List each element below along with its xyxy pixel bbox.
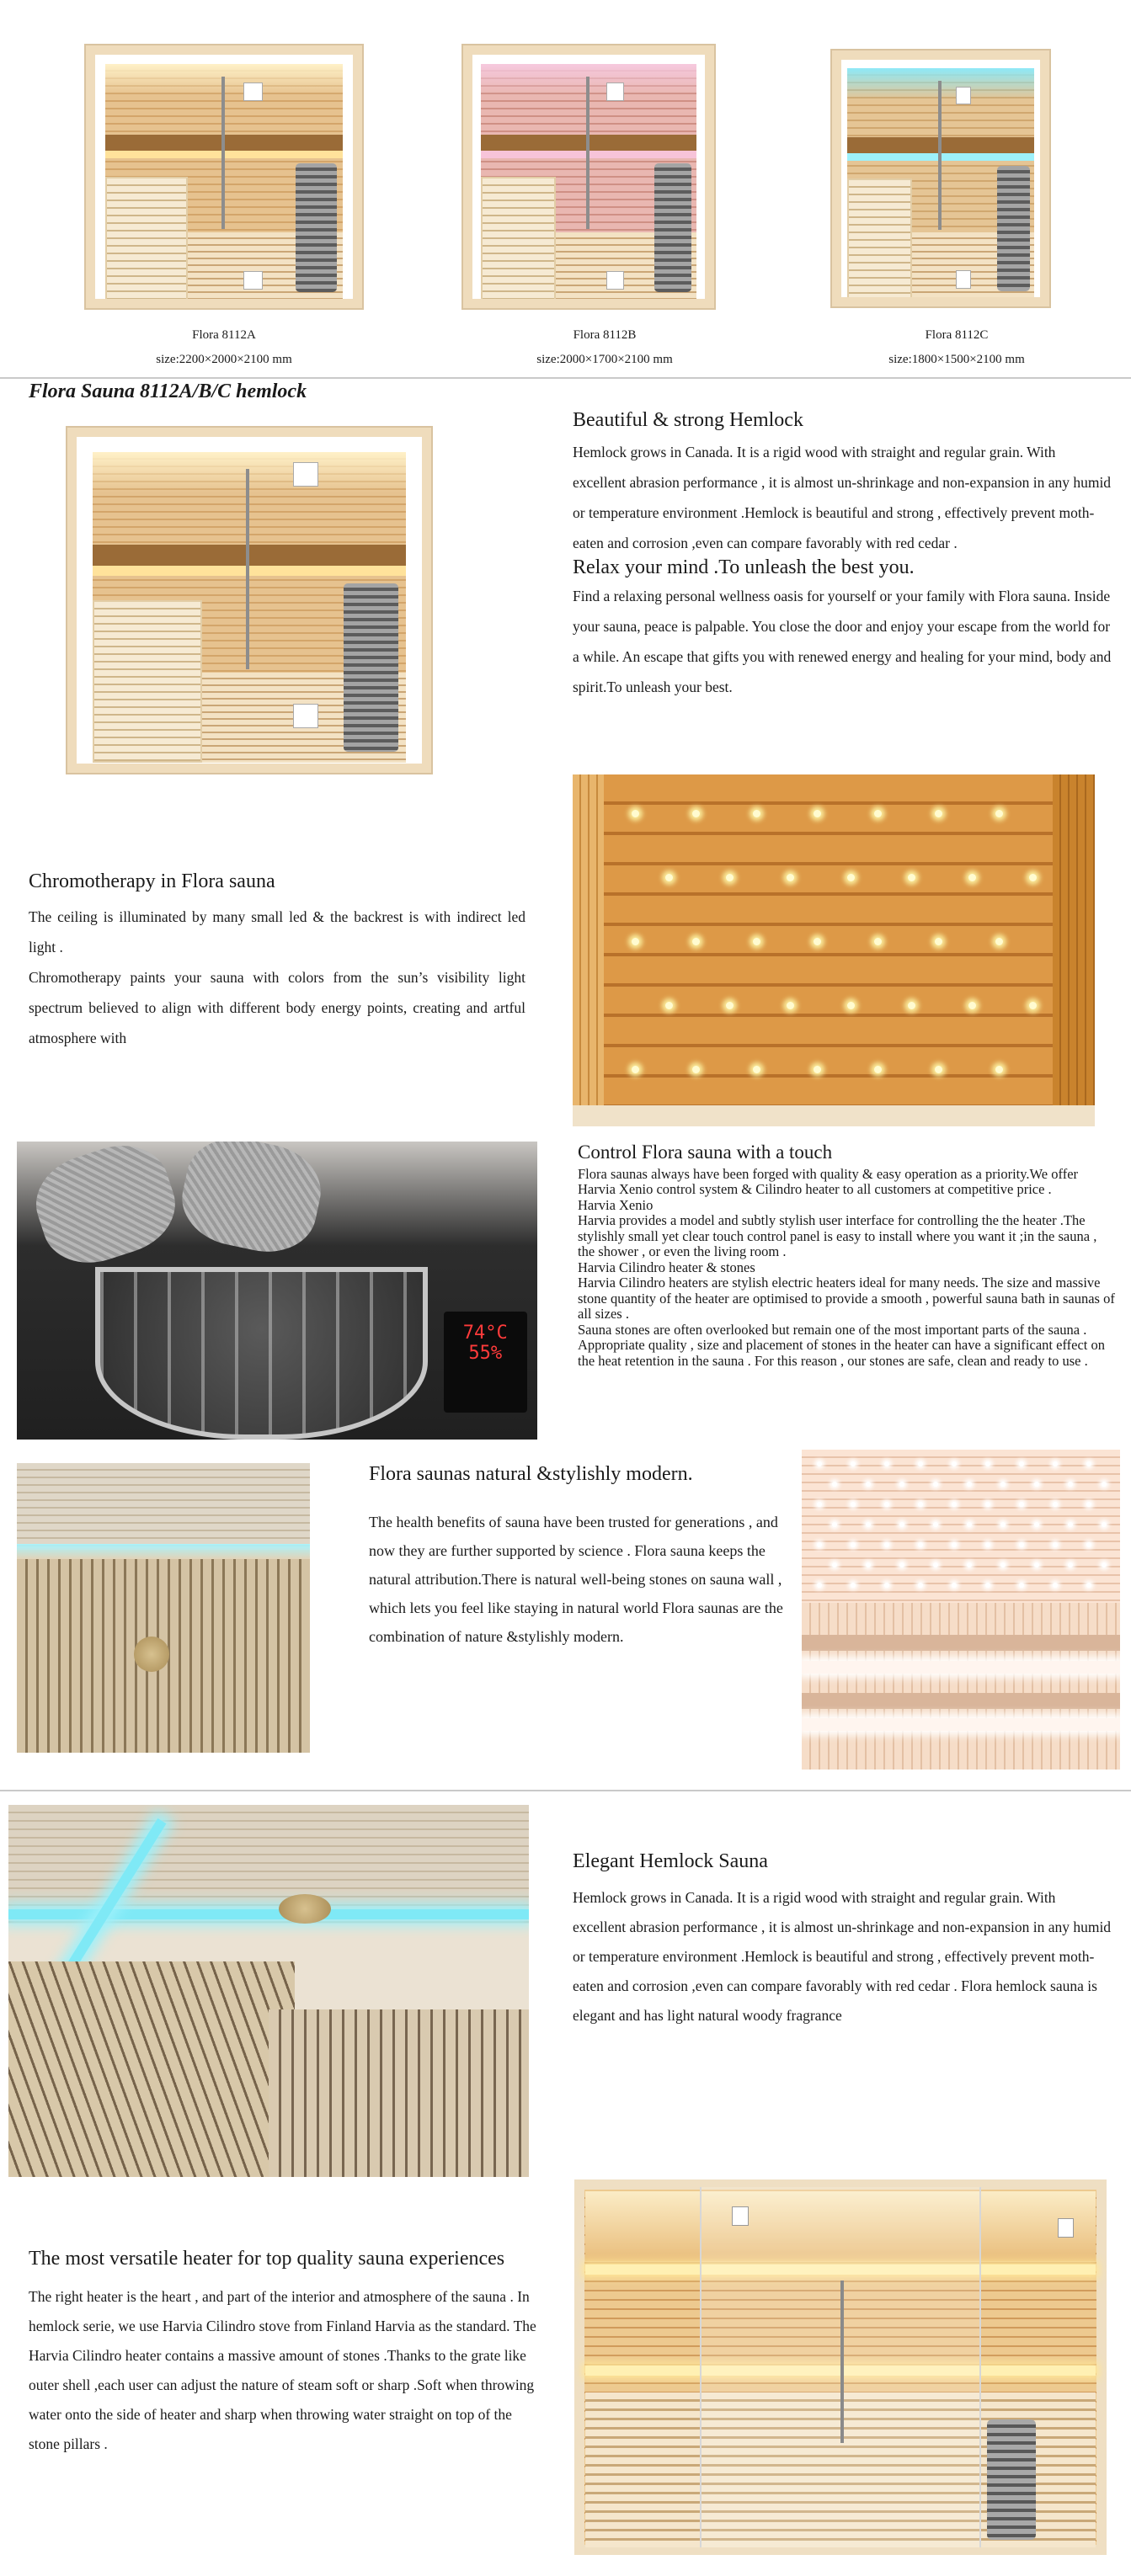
chromo-block <box>29 869 525 1053</box>
led-light-icon <box>874 938 882 945</box>
led-starry-ceiling-photo <box>802 1450 1120 1770</box>
led-light-icon <box>851 1542 856 1547</box>
led-light-icon <box>884 1542 889 1547</box>
natural-heading: Flora saunas natural &stylishly modern. <box>369 1463 693 1485</box>
led-light-icon <box>918 1461 923 1466</box>
elegant-heading: Elegant Hemlock Sauna <box>573 1850 768 1872</box>
led-light-icon <box>832 1562 837 1567</box>
product-size: size:1800×1500×2100 mm <box>888 352 1025 366</box>
led-light-icon <box>1019 1542 1024 1547</box>
led-light-icon <box>968 874 976 881</box>
led-light-icon <box>918 1502 923 1507</box>
led-light-icon <box>933 1482 938 1487</box>
led-light-icon <box>726 1002 734 1009</box>
led-light-icon <box>851 1502 856 1507</box>
led-light-icon <box>908 1002 915 1009</box>
led-light-icon <box>814 1066 821 1073</box>
led-light-icon <box>874 810 882 817</box>
led-light-icon <box>1034 1482 1039 1487</box>
led-light-icon <box>851 1583 856 1588</box>
product-caption <box>461 323 748 371</box>
led-light-icon <box>632 810 639 817</box>
led-light-icon <box>1019 1583 1024 1588</box>
panel-temperature: 74°C <box>462 1322 508 1344</box>
led-light-icon <box>968 1002 976 1009</box>
led-light-icon <box>1086 1502 1091 1507</box>
natural-block <box>369 1461 790 1651</box>
led-light-icon <box>1029 1002 1037 1009</box>
led-light-icon <box>952 1502 957 1507</box>
led-light-icon <box>753 938 760 945</box>
corner-sauna-image <box>569 2172 1112 2559</box>
sauna-main-image <box>66 426 433 774</box>
led-light-icon <box>1053 1502 1058 1507</box>
led-light-icon <box>952 1542 957 1547</box>
page-title: Flora Sauna 8112A/B/C hemlock <box>29 381 307 402</box>
control-text-5: Appropriate quality , size and placement of stones in the heater can have a significant effect on the heat retention in the sauna . For this reason , our stones are safe, clean and ready to use . <box>578 1337 1105 1369</box>
heater-heading: The most versatile heater for top quality sauna experiences <box>29 2248 505 2270</box>
led-light-icon <box>851 1461 856 1466</box>
led-light-icon <box>1086 1583 1091 1588</box>
led-light-icon <box>1000 1522 1006 1527</box>
chromo-heading: Chromotherapy in Flora sauna <box>29 870 275 892</box>
control-block <box>578 1140 1117 1369</box>
elegant-block <box>573 1849 1112 2030</box>
led-light-icon <box>1053 1542 1058 1547</box>
led-light-icon <box>1086 1542 1091 1547</box>
led-light-icon <box>899 1522 904 1527</box>
product-name: Flora 8112C <box>925 328 989 342</box>
led-ceiling-photo <box>573 774 1095 1126</box>
led-light-icon <box>866 1522 871 1527</box>
panel-value: 55% <box>468 1342 503 1364</box>
natural-text: The health benefits of sauna have been trusted for generations , and now they are further supported by science . Flora sauna keeps the natural attribution.There is natural well-being stones on sauna wall , which lets you feel like staying in natural world Flora saunas are the combination of nature &stylishly modern. <box>369 1514 783 1646</box>
led-light-icon <box>665 874 673 881</box>
product-name: Flora 8112A <box>192 328 256 342</box>
led-light-icon <box>933 1522 938 1527</box>
led-light-icon <box>967 1522 972 1527</box>
chromo-text-2: Chromotherapy paints your sauna with colors from the sun’s visibility light spectrum believed to align with different body energy points, creating and artful atmosphere with <box>29 969 525 1047</box>
led-light-icon <box>935 1066 942 1073</box>
led-light-icon <box>692 810 700 817</box>
led-light-icon <box>952 1461 957 1466</box>
cilindro-subheading: Harvia Cilindro heater & stones <box>578 1259 755 1275</box>
control-text-4: Sauna stones are often overlooked but remain one of the most important parts of the sauna . <box>578 1321 1087 1338</box>
led-light-icon <box>995 938 1003 945</box>
product-image-8112b <box>461 44 716 310</box>
led-light-icon <box>918 1583 923 1588</box>
led-light-icon <box>995 1066 1003 1073</box>
led-light-icon <box>753 1066 760 1073</box>
led-light-icon <box>1102 1562 1107 1567</box>
led-light-icon <box>847 874 855 881</box>
led-light-icon <box>884 1502 889 1507</box>
led-light-icon <box>1029 874 1037 881</box>
led-light-icon <box>908 874 915 881</box>
led-light-icon <box>1102 1522 1107 1527</box>
chromo-text-1: The ceiling is illuminated by many small led & the backrest is with indirect led light . <box>29 908 525 956</box>
led-light-icon <box>952 1583 957 1588</box>
corner-bench-photo <box>8 1805 529 2177</box>
product-name: Flora 8112B <box>573 328 637 342</box>
led-light-icon <box>933 1562 938 1567</box>
led-light-icon <box>1053 1461 1058 1466</box>
hemlock-heading: Beautiful & strong Hemlock <box>573 409 803 431</box>
relax-heading: Relax your mind .To unleash the best you. <box>573 556 915 579</box>
led-light-icon <box>1034 1522 1039 1527</box>
product-size: size:2000×1700×2100 mm <box>536 352 673 366</box>
led-light-icon <box>1068 1522 1073 1527</box>
led-light-icon <box>935 938 942 945</box>
led-light-icon <box>832 1482 837 1487</box>
heater-stones-photo <box>17 1142 537 1440</box>
led-light-icon <box>832 1522 837 1527</box>
led-light-icon <box>1068 1482 1073 1487</box>
control-text-2: Harvia provides a model and subtly stylish user interface for controlling the the heater .The stylishly small yet clear touch control panel is easy to install where you want it ;in the sauna , the shower , or even the living room . <box>578 1212 1097 1260</box>
led-light-icon <box>632 1066 639 1073</box>
led-light-icon <box>1019 1502 1024 1507</box>
led-light-icon <box>787 1002 794 1009</box>
led-light-icon <box>985 1502 990 1507</box>
led-light-icon <box>692 938 700 945</box>
led-light-icon <box>967 1482 972 1487</box>
led-light-icon <box>985 1583 990 1588</box>
control-heading: Control Flora sauna with a touch <box>578 1142 833 1163</box>
control-text-1: Flora saunas always have been forged with quality & easy operation as a priority.We offer Harvia Xenio control system & Cilindro heater to all customers at competitive price . <box>578 1165 1079 1198</box>
elegant-text: Hemlock grows in Canada. It is a rigid wood with straight and regular grain. With excellent abrasion performance , it is almost un-shrinkage and non-expansion in any humid or temperature environment .Hemlock is beautiful and strong , effectively prevent moth-eaten and corrosion ,even can compare favorably with red cedar . Flora hemlock sauna is elegant and has light natural woody fragrance <box>573 1889 1112 2025</box>
led-light-icon <box>866 1562 871 1567</box>
led-light-icon <box>1068 1562 1073 1567</box>
led-light-icon <box>1019 1461 1024 1466</box>
relax-text: Find a relaxing personal wellness oasis for yourself or your family with Flora sauna. Inside your sauna, peace is palpable. You close the door and enjoy your escape from the world for a while. An escape that gifts you with renewed energy and healing for your mind, body and spirit.To unleash your best. <box>573 588 1112 696</box>
led-light-icon <box>692 1066 700 1073</box>
product-image-8112a <box>84 44 364 310</box>
led-light-icon <box>1000 1482 1006 1487</box>
led-light-icon <box>814 938 821 945</box>
led-light-icon <box>985 1461 990 1466</box>
product-image-8112c <box>830 49 1051 308</box>
led-light-icon <box>884 1461 889 1466</box>
led-light-icon <box>1053 1583 1058 1588</box>
led-light-icon <box>1086 1461 1091 1466</box>
product-caption <box>814 323 1100 371</box>
product-caption <box>84 323 364 371</box>
led-light-icon <box>995 810 1003 817</box>
hemlock-text: Hemlock grows in Canada. It is a rigid wood with straight and regular grain. With excellent abrasion performance , it is almost un-shrinkage and non-expansion in any humid or temperature environment .Hemlock is beautiful and strong , effectively prevent moth-eaten and corrosion ,even can compare favorably with red cedar . <box>573 444 1112 552</box>
led-light-icon <box>817 1542 822 1547</box>
led-light-icon <box>753 810 760 817</box>
led-light-icon <box>847 1002 855 1009</box>
heater-block <box>29 2246 539 2459</box>
led-light-icon <box>866 1482 871 1487</box>
hemlock-block <box>573 407 1112 702</box>
led-light-icon <box>935 810 942 817</box>
led-light-icon <box>817 1502 822 1507</box>
xenio-subheading: Harvia Xenio <box>578 1196 654 1213</box>
led-light-icon <box>817 1461 822 1466</box>
divider <box>0 377 1131 379</box>
divider <box>0 1790 1131 1791</box>
led-light-icon <box>1102 1482 1107 1487</box>
led-light-icon <box>899 1482 904 1487</box>
blue-bench-photo <box>17 1463 310 1753</box>
product-size: size:2200×2000×2100 mm <box>156 352 292 366</box>
led-light-icon <box>665 1002 673 1009</box>
led-light-icon <box>1000 1562 1006 1567</box>
touch-control-panel <box>444 1312 527 1413</box>
led-light-icon <box>985 1542 990 1547</box>
led-light-icon <box>726 874 734 881</box>
control-text-3: Harvia Cilindro heaters are stylish electric heaters ideal for many needs. The size and massive stone quantity of the heater are optimised to provide a smooth , powerful sauna bath in saunas of all sizes . <box>578 1275 1115 1323</box>
led-light-icon <box>632 938 639 945</box>
led-light-icon <box>817 1583 822 1588</box>
led-light-icon <box>1034 1562 1039 1567</box>
led-light-icon <box>918 1542 923 1547</box>
led-light-icon <box>874 1066 882 1073</box>
led-light-icon <box>814 810 821 817</box>
led-light-icon <box>899 1562 904 1567</box>
led-light-icon <box>787 874 794 881</box>
led-light-icon <box>884 1583 889 1588</box>
led-light-icon <box>967 1562 972 1567</box>
heater-text: The right heater is the heart , and part of the interior and atmosphere of the sauna . In hemlock serie, we use Harvia Cilindro stove from Finland Harvia as the standard. The Harvia Cilindro heater contains a massive amount of stones .Thanks to the grate like outer shell ,each user can adjust the nature of steam soft or sharp .Soft when throwing water onto the side of heater and sharp when throwing water straight on top of the stone pillars . <box>29 2288 536 2453</box>
